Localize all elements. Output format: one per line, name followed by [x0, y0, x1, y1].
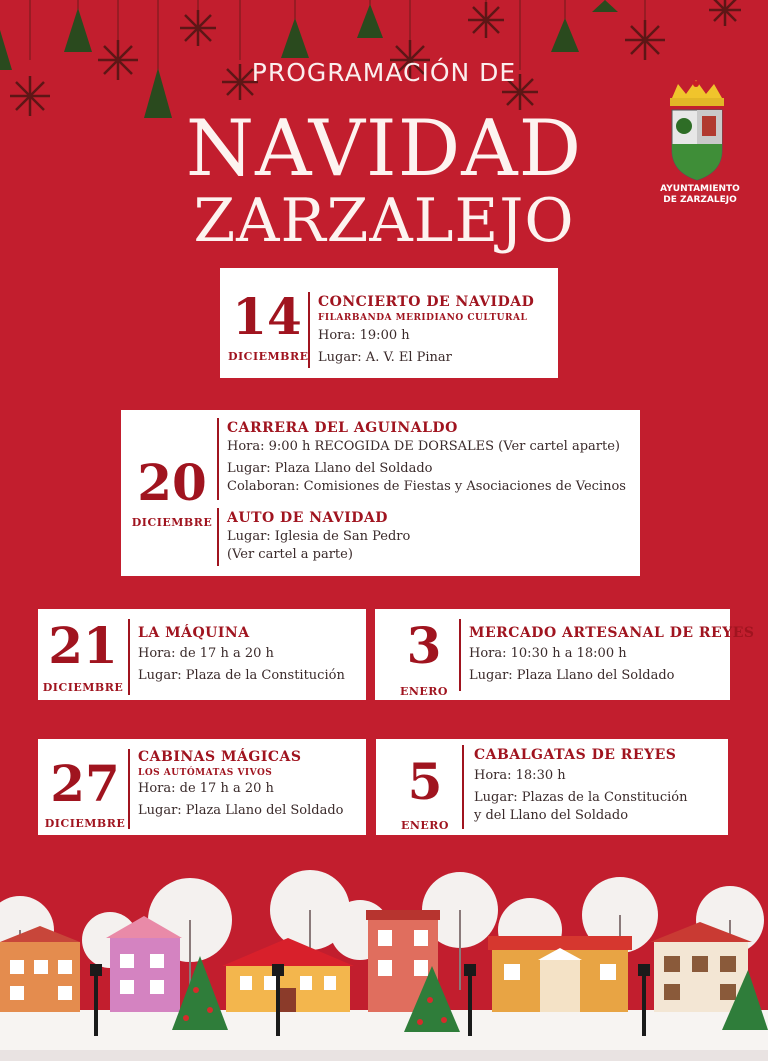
event-month: ENERO	[400, 819, 450, 832]
event-info	[474, 747, 687, 825]
tree-ornament-icon	[357, 4, 383, 38]
snowflake-icon	[625, 20, 665, 60]
event-time: Hora: de 17 h a 20 h	[138, 781, 274, 796]
divider	[462, 745, 464, 829]
street-lamp-icon	[468, 972, 472, 1036]
event-card	[220, 268, 558, 378]
town-crest	[640, 76, 760, 216]
event-place: Lugar: Plaza de la Constitución	[138, 668, 345, 683]
tree-ornament-icon	[64, 8, 92, 52]
event-name: CONCIERTO DE NAVIDAD	[318, 294, 535, 310]
event-place: Lugar: Plaza Llano del Soldado	[469, 668, 675, 683]
event-time: Hora: 18:30 h	[474, 768, 566, 783]
event-name: CARRERA DEL AGUINALDO	[227, 420, 458, 436]
event-place: Lugar: Plazas de la Constitución	[474, 790, 688, 805]
event-name: MERCADO ARTESANAL DE REYES	[469, 625, 755, 641]
event-subtitle: FILARBANDA MERIDIANO CULTURAL	[318, 313, 528, 323]
event-time: Hora: de 17 h a 20 h	[138, 646, 274, 661]
event-time: Hora: 19:00 h	[318, 328, 410, 343]
tree-ornament-icon	[281, 18, 309, 58]
snowflake-icon	[180, 10, 216, 46]
event-day: 20	[137, 453, 207, 512]
event-card	[38, 739, 366, 835]
event-date	[386, 752, 464, 832]
event-card	[376, 739, 728, 835]
event-day: 3	[406, 616, 442, 675]
event-day: 21	[48, 616, 118, 675]
divider	[128, 619, 130, 695]
event-name: LA MÁQUINA	[138, 625, 250, 641]
event-card	[121, 410, 640, 576]
event-month: DICIEMBRE	[228, 350, 309, 363]
event-info	[227, 510, 410, 564]
house-icon	[222, 938, 354, 1012]
coat-of-arms-icon	[640, 76, 760, 196]
event-info	[138, 749, 343, 820]
divider	[308, 292, 310, 368]
event-date	[42, 754, 128, 830]
event-time: Hora: 9:00 h RECOGIDA DE DORSALES (Ver cartel aparte)	[227, 439, 620, 454]
event-date	[129, 453, 215, 529]
event-day: 5	[407, 752, 443, 811]
event-month: DICIEMBRE	[44, 817, 126, 830]
event-place: Lugar: Iglesia de San Pedro	[227, 529, 411, 544]
snowflake-icon	[709, 0, 741, 26]
event-date	[228, 287, 309, 363]
event-info	[318, 294, 534, 367]
event-place-cont: y del Llano del Soldado	[474, 808, 629, 823]
event-card	[375, 609, 755, 700]
snowflake-icon	[468, 2, 504, 38]
event-place: Lugar: Plaza Llano del Soldado	[138, 803, 344, 818]
event-info	[469, 625, 754, 685]
event-name: AUTO DE NAVIDAD	[227, 510, 388, 526]
event-card	[38, 609, 366, 700]
divider	[459, 619, 461, 691]
tree-ornament-icon	[592, 0, 618, 12]
event-info	[138, 625, 345, 685]
village-illustration	[0, 860, 768, 1061]
program-subtitle: PROGRAMACIÓN DE	[251, 58, 517, 87]
event-place: Lugar: A. V. El Pinar	[318, 350, 452, 365]
tree-ornament-icon	[551, 18, 579, 52]
event-info	[227, 420, 626, 496]
event-subtitle: LOS AUTÓMATAS VIVOS	[138, 768, 273, 778]
event-date	[385, 616, 463, 698]
house-icon	[0, 926, 80, 1012]
event-name: CABINAS MÁGICAS	[138, 749, 302, 765]
street-lamp-icon	[94, 972, 98, 1036]
event-time: Hora: 10:30 h a 18:00 h	[469, 646, 627, 661]
event-date	[42, 616, 124, 694]
crest-label-line2: DE ZARZALEJO	[663, 195, 737, 205]
divider	[128, 749, 130, 829]
event-place: Lugar: Plaza Llano del Soldado	[227, 461, 433, 476]
street-lamp-icon	[642, 972, 646, 1036]
crest-label-line1: AYUNTAMIENTO	[660, 184, 740, 194]
event-month: DICIEMBRE	[131, 516, 213, 529]
divider	[217, 508, 219, 566]
page-title-town: ZARZALEJO	[193, 186, 575, 256]
event-day: 27	[50, 754, 120, 813]
christmas-tree-icon	[172, 956, 228, 1030]
event-note: (Ver cartel a parte)	[227, 547, 353, 562]
event-name: CABALGATAS DE REYES	[474, 747, 677, 763]
event-collaborators: Colaboran: Comisiones de Fiestas y Asociaciones de Vecinos	[227, 479, 626, 494]
event-day: 14	[232, 287, 302, 346]
street-lamp-icon	[276, 972, 280, 1036]
divider	[217, 418, 219, 500]
event-month: ENERO	[399, 685, 449, 698]
event-month: DICIEMBRE	[42, 681, 124, 694]
house-icon	[488, 936, 632, 1012]
page-title: NAVIDAD	[185, 104, 583, 194]
